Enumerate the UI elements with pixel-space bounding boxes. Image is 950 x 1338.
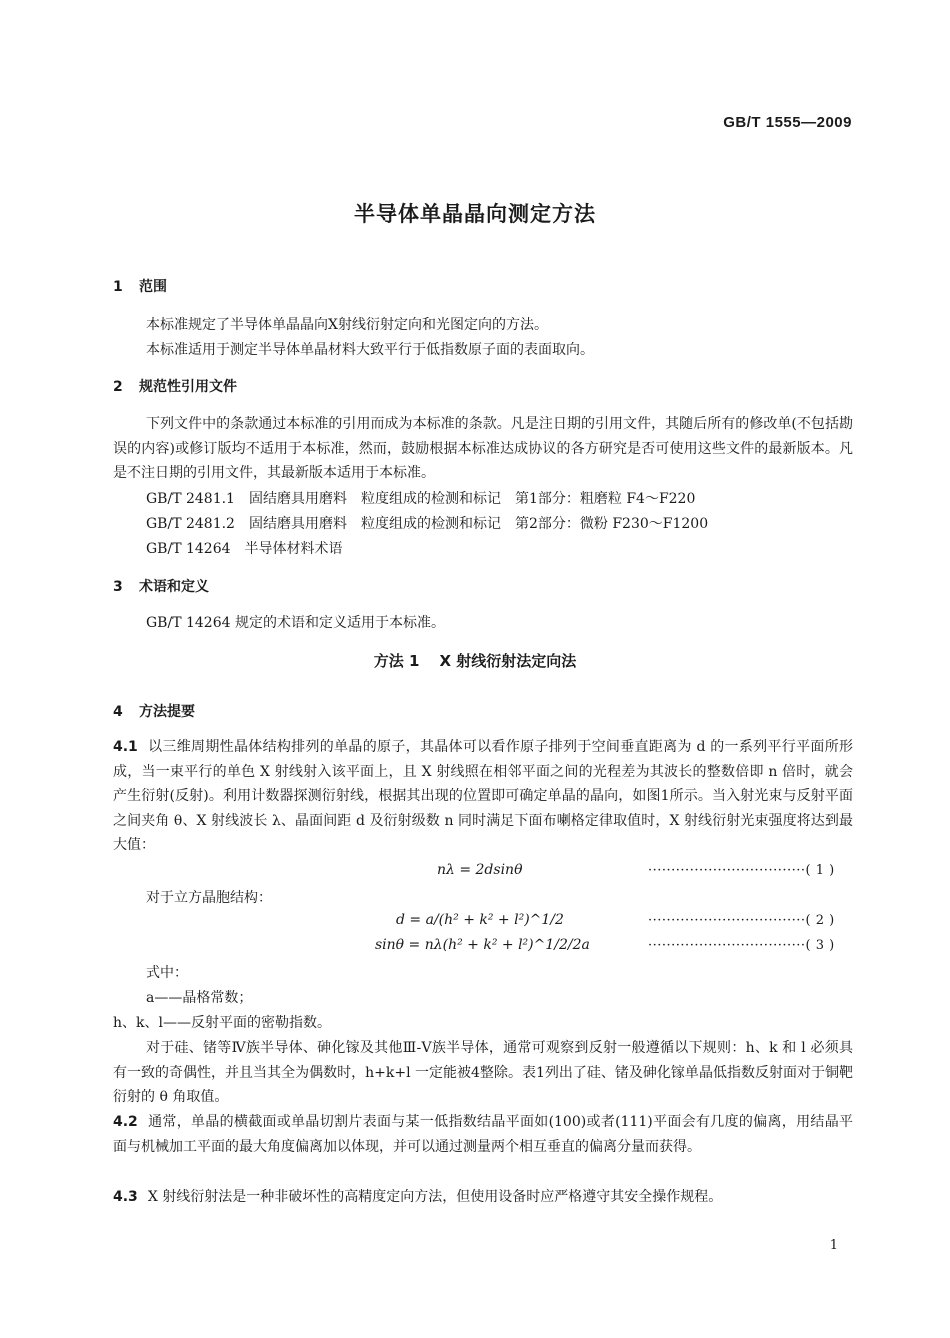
section-title: 术语和定义	[139, 579, 209, 595]
section-3-heading	[113, 576, 209, 596]
reference-item: GB/T 2481.2 固结磨具用磨料 粒度组成的检测和标记 第2部分：微粉 F230～F1200	[146, 516, 709, 532]
section-2-heading	[113, 376, 237, 396]
clause-number: 4.2	[113, 1114, 138, 1130]
paragraph: X 射线衍射法是一种非破坏性的高精度定向方法，但使用设备时应严格遵守其安全操作规程。	[147, 1189, 723, 1205]
reference-item: GB/T 14264 半导体材料术语	[146, 541, 343, 557]
paragraph: 本标准适用于测定半导体单晶材料大致平行于低指数原子面的表面取向。	[146, 342, 594, 358]
variable-definition: h、k、l——反射平面的密勒指数。	[113, 1015, 331, 1031]
clause-4-3	[113, 1185, 853, 1210]
method-name: X 射线衍射法定向法	[439, 652, 577, 670]
section-4-heading	[113, 701, 195, 721]
reference-item: GB/T 2481.1 固结磨具用磨料 粒度组成的检测和标记 第1部分：粗磨粒 F4～F220	[146, 491, 696, 507]
method-heading	[0, 650, 950, 671]
clause-number: 4.1	[113, 739, 138, 755]
clause-4-2	[113, 1110, 853, 1159]
equation-number: ··································( 2 )	[648, 913, 835, 928]
clause-4-1	[113, 735, 853, 858]
section-number: 3	[113, 579, 123, 595]
page-number: 1	[829, 1238, 838, 1253]
paragraph: GB/T 14264 规定的术语和定义适用于本标准。	[146, 615, 445, 631]
where-label: 式中：	[146, 965, 188, 981]
section-1-heading	[113, 276, 167, 296]
paragraph: 通常，单晶的横截面或单晶切割片表面与某一低指数结晶平面如(100)或者(111)平面会有几度的偏离，用结晶平面与机械加工平面的最大角度偏离加以体现，并可以通过测量两个相互垂直的偏离分量而获得。	[113, 1114, 853, 1155]
method-label: 方法 1	[373, 652, 420, 670]
paragraph: 对于硅、锗等Ⅳ族半导体、砷化镓及其他Ⅲ-Ⅴ族半导体，通常可观察到反射一般遵循以下规则：h、k 和 l 必须具有一致的奇偶性，并且当其全为偶数时，h+k+l 一定能被4整除。表1列出了硅、锗及砷化镓单晶低指数反射面对于铜靶衍射的 θ 角取值。	[113, 1040, 853, 1105]
equation-1: nλ = 2dsinθ	[437, 862, 523, 878]
section-number: 4	[113, 704, 123, 720]
section-title: 方法提要	[139, 704, 195, 720]
paragraph: 下列文件中的条款通过本标准的引用而成为本标准的条款。凡是注日期的引用文件，其随后所有的修改单(不包括勘误的内容)或修订版均不适用于本标准，然而，鼓励根据本标准达成协议的各方研究是否可使用这些文件的最新版本。凡是不注日期的引用文件，其最新版本适用于本标准。	[113, 416, 853, 481]
paragraph: 本标准规定了半导体单晶晶向X射线衍射定向和光图定向的方法。	[146, 317, 548, 333]
section-number: 2	[113, 379, 123, 395]
paragraph: 对于立方晶胞结构：	[146, 890, 272, 906]
document-title: 半导体单晶晶向测定方法	[354, 202, 596, 226]
section-title: 范围	[139, 279, 167, 295]
equation-number: ··································( 3 )	[648, 938, 835, 953]
paragraph: 以三维周期性晶体结构排列的单晶的原子，其晶体可以看作原子排列于空间垂直距离为 d 的一系列平行平面所形成，当一束平行的单色 X 射线射入该平面上，且 X 射线照在相邻平面之间的光程差为其波长的整数倍即 n 倍时，就会产生衍射(反射)。利用计数器探测衍射线，根据其出现的位置即可确定单晶的晶向，如图1所示。当入射光束与反射平面之间夹角 θ、X 射线波长 λ、晶面间距 d 及衍射级数 n 同时满足下面布喇格定律取值时，X 射线衍射光束强度将达到最大值：	[113, 739, 853, 853]
clause-number: 4.3	[113, 1189, 138, 1205]
variable-definition: a——晶格常数；	[146, 990, 253, 1006]
equation-number: ··································( 1 )	[648, 863, 835, 878]
section-title: 规范性引用文件	[139, 379, 237, 395]
equation-2: d = a/(h² + k² + l²)^1/2	[396, 912, 564, 928]
equation-3: sinθ = nλ(h² + k² + l²)^1/2/2a	[375, 937, 590, 953]
standard-number: GB/T 1555—2009	[723, 114, 852, 131]
section-number: 1	[113, 279, 123, 295]
